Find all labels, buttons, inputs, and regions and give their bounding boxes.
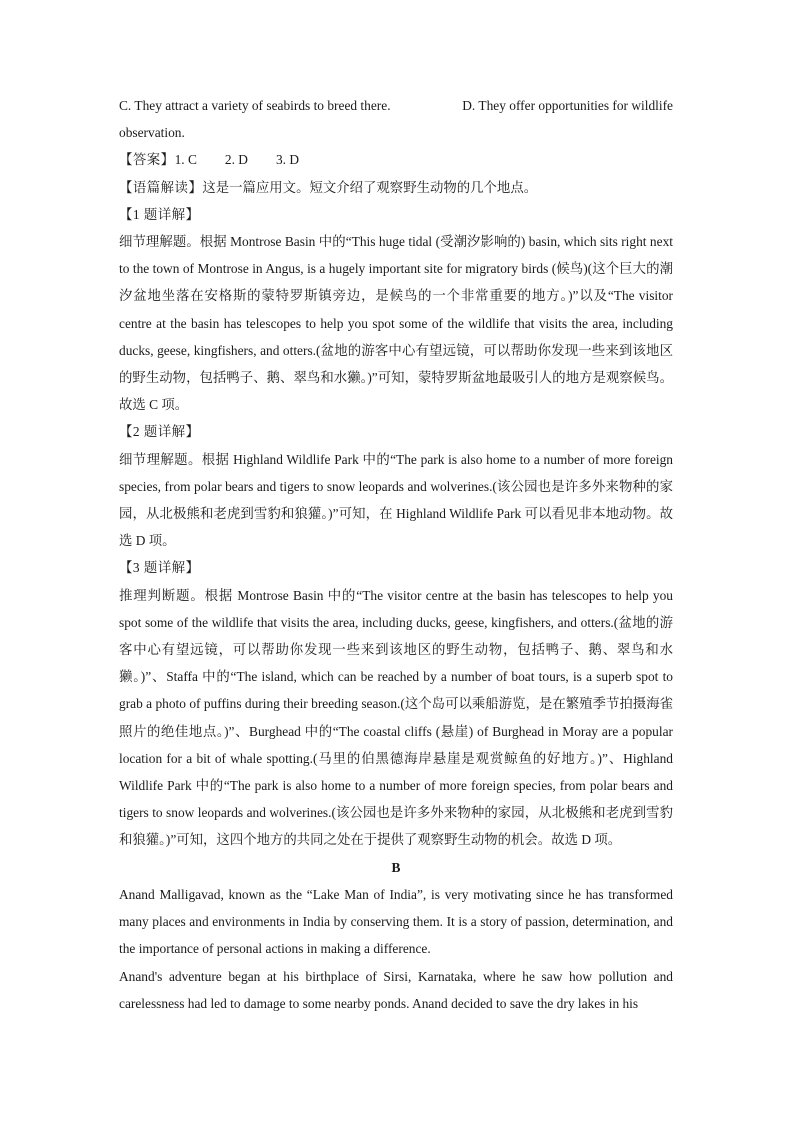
summary-text: 这是一篇应用文。短文介绍了观察野生动物的几个地点。: [202, 179, 538, 195]
q2-explanation: 细节理解题。根据 Highland Wildlife Park 中的“The park is also home to a number of more foreign species, from polar bears and tigers to snow leopards and wolverines.(该公园也是许多外来物种的家园，从北极熊和老虎到雪豹和狼獾。)”可知，在 Highland Wildlife Park 可以看见非本地动物。故选 D 项。: [119, 451, 673, 549]
q3-explanation: 推理判断题。根据 Montrose Basin 中的“The visitor centre at the basin has telescopes to help you spot some of the wildlife that visits the area, including ducks, geese, kingfishers, and otters.(盆地的游客中心有望远镜，可以帮助你发现一些来到该地区的野生动物，包括鸭子、鹅、翠鸟和水獭。)”、Staffa 中的“The island, which can be reached by a number of boat tours, is a superb spot to grab a photo of puffins during their breeding season.(这个岛可以乘船游览，是在繁殖季节拍摄海雀照片的绝佳地点。)”、Burghead 中的“The coastal cliffs (悬崖) of Burghead in Moray are a popular location for a bit of whale spotting.(马里的伯黑德海岸悬崖是观赏鲸鱼的好地方。)”、Highland Wildlife Park 中的“The park is also home to a number of more foreign species, from polar bears and tigers to snow leopards and wolverines.(该公园也是许多外来物种的家园，从北极熊和老虎到雪豹和狼獾。)”可知，这四个地方的共同之处在于提供了观察野生动物的机会。故选 D 项。: [119, 587, 673, 848]
q1-explanation: 细节理解题。根据 Montrose Basin 中的“This huge tidal (受潮汐影响的) basin, which sits right next to the town of Montrose in Angus, is a hugely important site for migratory birds (候鸟)(这个巨大的潮汐盆地坐落在安格斯的蒙特罗斯镇旁边，是候鸟的一个非常重要的地方。)”以及“The visitor centre at the basin has telescopes to help you spot some of the wildlife that visits the area, including ducks, geese, kingfishers, and otters.(盆地的游客中心有望远镜，可以帮助你发现一些来到该地区的野生动物，包括鸭子、鹅、翠鸟和水獭。)”可知，蒙特罗斯盆地最吸引人的地方是观察候鸟。故选 C 项。: [119, 234, 673, 413]
option-c-d-row: [119, 92, 673, 119]
summary-tag: 【语篇解读】: [119, 179, 203, 195]
passage-b-paragraph-1: Anand Malligavad, known as the “Lake Man of India”, is very motivating since he has transformed many places and environments in India by conserving them. It is a story of passion, determination, and the importance of personal actions in making a difference.: [119, 886, 673, 957]
option-d: D. They offer opportunities for wildlife: [462, 98, 673, 113]
q2-heading: 【2 题详解】: [119, 424, 200, 440]
document-page: [119, 92, 673, 1017]
section-b-title: B: [391, 859, 401, 875]
answer-item-1: 1. C: [174, 152, 197, 168]
summary-line: [119, 174, 673, 201]
passage-b-paragraph-2: Anand's adventure began at his birthplace of Sirsi, Karnataka, where he saw how pollution and carelessness had led to damage to some nearby ponds. Anand decided to save the dry lakes in his: [119, 968, 673, 1011]
q1-heading: 【1 题详解】: [119, 206, 200, 222]
answer-item-3: 3. D: [275, 152, 300, 168]
q3-heading: 【3 题详解】: [119, 560, 200, 576]
answer-line: [119, 146, 673, 173]
option-c: C. They attract a variety of seabirds to breed there.: [119, 98, 391, 113]
answer-tag: 【答案】: [119, 152, 175, 168]
answer-item-2: 2. D: [224, 152, 248, 168]
option-d-continuation: observation.: [119, 125, 185, 141]
